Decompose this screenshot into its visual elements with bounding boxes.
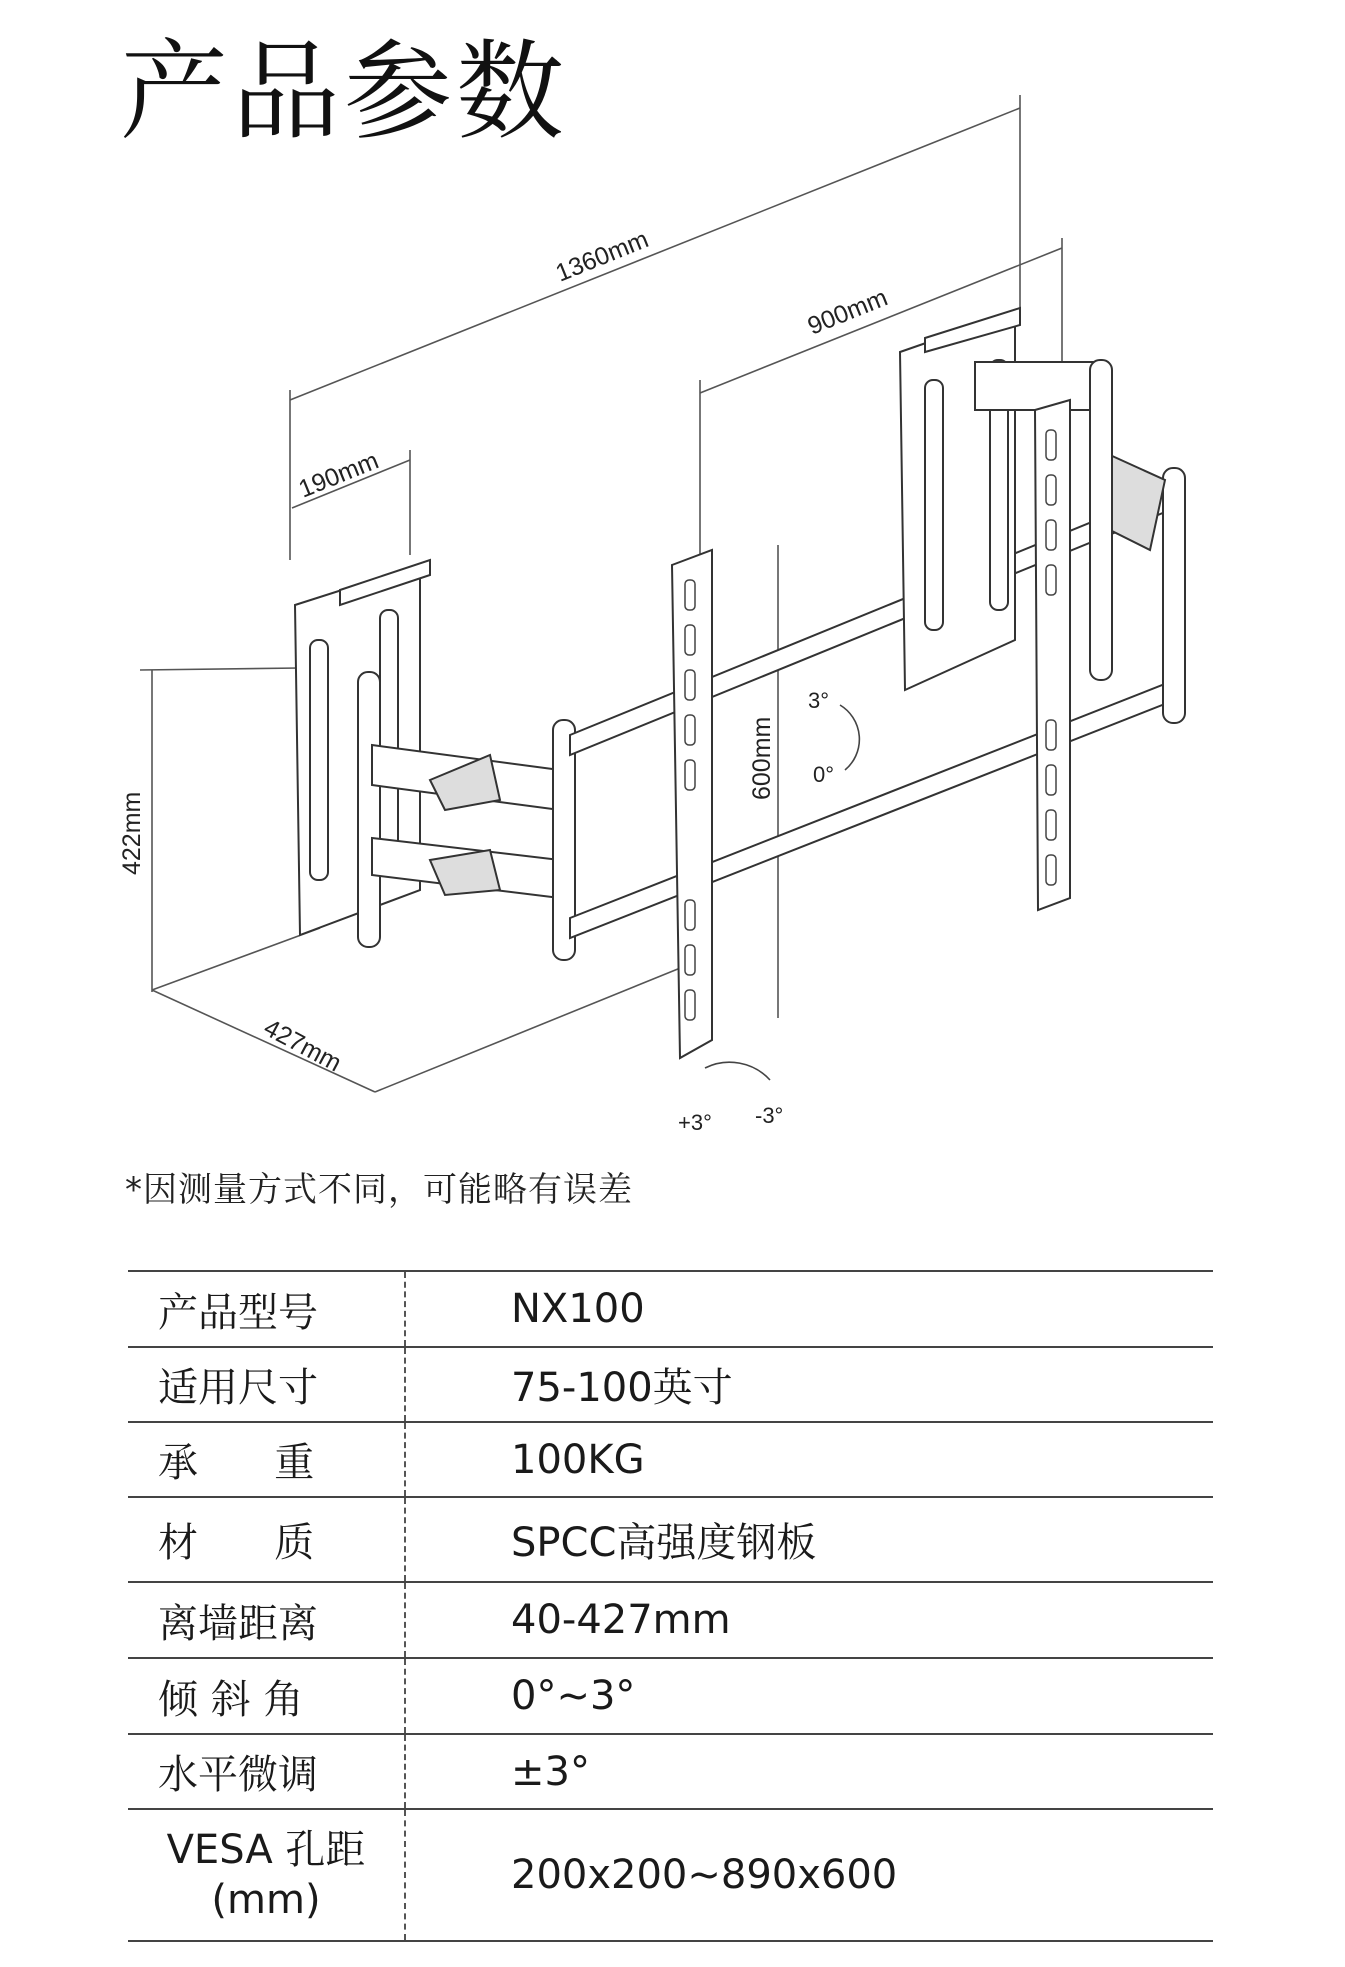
table-row (128, 1809, 1213, 1941)
angle-tilt-up: 3° (808, 688, 830, 713)
dim-height: 422mm (118, 791, 146, 875)
spec-value: ±3° (405, 1734, 1213, 1809)
spec-key: 承 重 (128, 1422, 405, 1497)
dim-plate-width: 190mm (294, 446, 383, 504)
table-row (128, 1422, 1213, 1497)
table-row (128, 1658, 1213, 1734)
spec-key: 产品型号 (128, 1271, 405, 1347)
spec-value: NX100 (405, 1271, 1213, 1347)
spec-value: 100KG (405, 1422, 1213, 1497)
spec-value: 40-427mm (405, 1582, 1213, 1658)
page-title: 产品参数 (120, 30, 569, 155)
table-row (128, 1582, 1213, 1658)
spec-key-line: (mm) (211, 1877, 321, 1923)
spec-value: 0°~3° (405, 1658, 1213, 1734)
spec-value: 75-100英寸 (405, 1347, 1213, 1422)
spec-key: 倾 斜 角 (128, 1658, 405, 1734)
table-row (128, 1271, 1213, 1347)
spec-key: 离墙距离 (128, 1582, 405, 1658)
spec-key-line: VESA 孔距 (166, 1827, 366, 1873)
dim-vertical-span: 600mm (748, 716, 776, 800)
angle-swivel-plus: +3° (678, 1110, 712, 1135)
table-row (128, 1734, 1213, 1809)
measurement-note: *因测量方式不同，可能略有误差 (125, 1170, 633, 1210)
spec-key (128, 1809, 405, 1941)
spec-key: 材 质 (128, 1497, 405, 1582)
spec-key: 适用尺寸 (128, 1347, 405, 1422)
angle-swivel-minus: -3° (755, 1103, 784, 1128)
dim-overall-width: 1360mm (551, 225, 653, 288)
spec-value: 200x200~890x600 (405, 1809, 1213, 1941)
spec-table (128, 1270, 1213, 1942)
dim-rail-span: 900mm (803, 283, 892, 341)
angle-tilt-zero: 0° (813, 762, 835, 787)
dim-depth: 427mm (259, 1013, 346, 1078)
spec-value: SPCC高强度钢板 (405, 1497, 1213, 1582)
spec-key: 水平微调 (128, 1734, 405, 1809)
table-row (128, 1497, 1213, 1582)
table-row (128, 1347, 1213, 1422)
